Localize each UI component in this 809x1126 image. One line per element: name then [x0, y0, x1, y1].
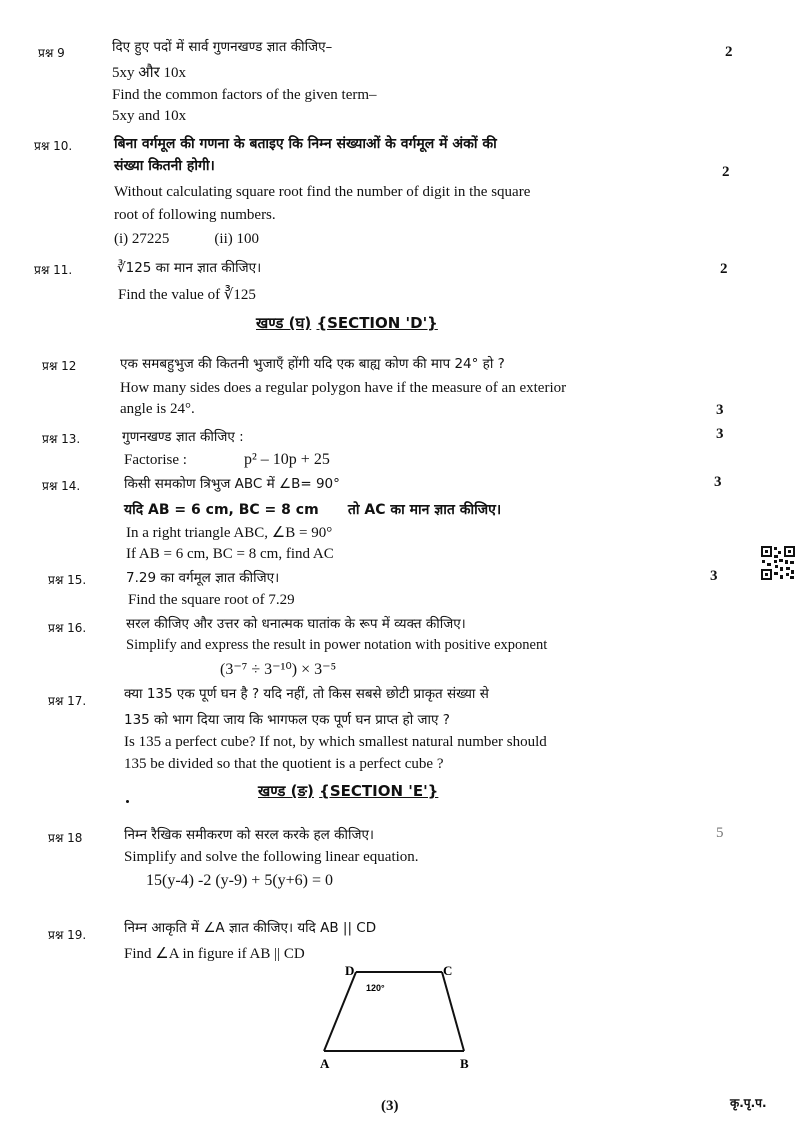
speck-mark — [126, 800, 129, 803]
q17-english-line1: Is 135 a perfect cube? If not, by which smallest natural number should — [124, 734, 547, 750]
page-number: (3) — [381, 1098, 399, 1114]
q12-marks: 3 — [716, 402, 724, 418]
q17-hindi-line1: क्या 135 एक पूर्ण घन है ? यदि नहीं, तो किस सबसे छोटी प्राकृत संख्या से — [124, 686, 489, 702]
q18-english: Simplify and solve the following linear equation. — [124, 849, 419, 865]
q9-english-terms: 5xy and 10x — [112, 108, 187, 124]
label-b: B — [460, 1056, 469, 1071]
q16-english: Simplify and express the result in power notation with positive exponent — [126, 637, 548, 653]
q9-marks: 2 — [725, 44, 733, 60]
q18-marks: 5 — [716, 825, 724, 841]
q11-marks: 2 — [720, 261, 728, 277]
q18-equation: 15(y-4) -2 (y-9) + 5(y+6) = 0 — [146, 872, 334, 889]
q12-english-line1: How many sides does a regular polygon have if the measure of an exterior — [120, 380, 567, 396]
q17-english-line2: 135 be divided so that the quotient is a perfect cube ? — [124, 756, 444, 772]
qr-code — [760, 545, 796, 581]
q12-hindi: एक समबहुभुज की कितनी भुजाएँ होंगी यदि एक बाह्य कोण की माप 24° हो ? — [120, 356, 505, 372]
q10-hindi-line2: संख्या कितनी होगी। — [114, 158, 215, 174]
q15-english: Find the square root of 7.29 — [128, 592, 295, 608]
q14-marks: 3 — [714, 474, 722, 490]
q14-hindi-line1: किसी समकोण त्रिभुज ABC में ∠B= 90° — [124, 476, 340, 492]
q18-hindi: निम्न रैखिक समीकरण को सरल करके हल कीजिए। — [124, 827, 375, 843]
q11-hindi: ∛125 का मान ज्ञात कीजिए। — [117, 260, 262, 276]
section-d-heading — [256, 313, 438, 333]
label-d: D — [345, 963, 355, 978]
q16-hindi: सरल कीजिए और उत्तर को धनात्मक घातांक के रूप में व्यक्त कीजिए। — [126, 616, 466, 632]
q10-hindi-line1: बिना वर्गमूल की गणना के बताइए कि निम्न संख्याओं के वर्गमूल में अंकों की — [114, 136, 497, 152]
label-a: A — [320, 1056, 330, 1071]
q12-english-line2: angle is 24°. — [120, 401, 195, 417]
q10-marks: 2 — [722, 164, 730, 180]
q13-hindi: गुणनखण्ड ज्ञात कीजिए : — [122, 429, 244, 445]
q9-number: प्रश्न 9 — [38, 46, 65, 60]
angle-d-label: 120° — [366, 983, 385, 993]
side-cb — [442, 972, 464, 1051]
q11-english: Find the value of ∛125 — [118, 287, 256, 303]
section-d-hindi: खण्ड (घ) — [256, 314, 312, 332]
q16-number: प्रश्न 16. — [48, 621, 87, 635]
q19-english: Find ∠A in figure if AB || CD — [124, 946, 305, 962]
q9-hindi-terms: 5xy और 10x — [112, 65, 186, 81]
q10-english-line1: Without calculating square root find the number of digit in the square — [114, 184, 531, 200]
q9-hindi: दिए हुए पदों में सार्व गुणनखण्ड ज्ञात कीजिए– — [112, 39, 333, 55]
section-d-english: {SECTION 'D'} — [316, 314, 438, 332]
trapezium-figure — [312, 962, 492, 1074]
pto-note: कृ.पृ.प. — [730, 1096, 767, 1110]
q19-hindi: निम्न आकृति में ∠A ज्ञात कीजिए। यदि AB || CD — [124, 920, 377, 936]
label-c: C — [443, 963, 453, 978]
side-da — [324, 972, 356, 1051]
q11-number: प्रश्न 11. — [34, 263, 73, 277]
q19-number: प्रश्न 19. — [48, 928, 87, 942]
q15-marks: 3 — [710, 568, 718, 584]
q14-number: प्रश्न 14. — [42, 479, 81, 493]
q16-expression: (3⁻⁷ ÷ 3⁻¹⁰) × 3⁻⁵ — [220, 661, 337, 678]
section-e-hindi: खण्ड (ङ) — [258, 782, 314, 800]
q14-hindi-line2: यदि AB = 6 cm, BC = 8 cm तो AC का मान ज्ञात कीजिए। — [124, 502, 502, 518]
q13-expression: p² – 10p + 25 — [244, 451, 330, 468]
q14-english-line1: In a right triangle ABC, ∠B = 90° — [126, 525, 333, 541]
q13-marks: 3 — [716, 426, 724, 442]
section-e-english: {SECTION 'E'} — [319, 782, 439, 800]
q10-english-line2: root of following numbers. — [114, 207, 276, 223]
q13-number: प्रश्न 13. — [42, 432, 81, 446]
q10-options: (i) 27225 (ii) 100 — [114, 231, 259, 247]
q17-number: प्रश्न 17. — [48, 694, 87, 708]
q17-hindi-line2: 135 को भाग दिया जाय कि भागफल एक पूर्ण घन प्राप्त हो जाए ? — [124, 712, 450, 728]
q9-english: Find the common factors of the given term– — [112, 87, 377, 103]
q15-hindi: 7.29 का वर्गमूल ज्ञात कीजिए। — [126, 570, 280, 586]
q13-english: Factorise : — [124, 452, 187, 468]
q10-number: प्रश्न 10. — [34, 139, 73, 153]
q12-number: प्रश्न 12 — [42, 359, 77, 373]
section-e-heading — [258, 781, 438, 801]
q18-number: प्रश्न 18 — [48, 831, 83, 845]
q14-english-line2: If AB = 6 cm, BC = 8 cm, find AC — [126, 546, 334, 562]
q15-number: प्रश्न 15. — [48, 573, 87, 587]
